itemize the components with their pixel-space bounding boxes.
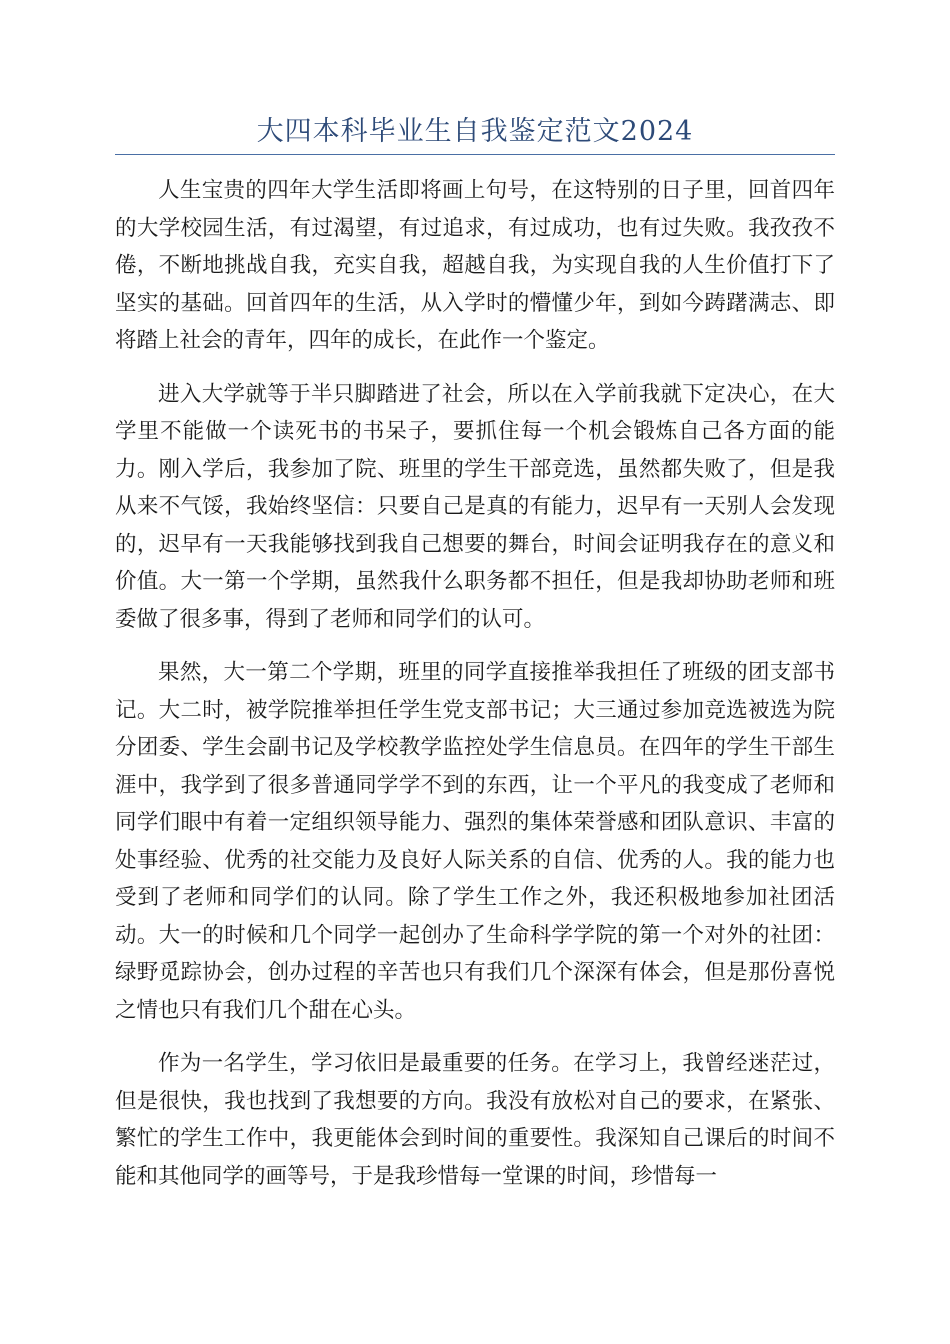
paragraph-3: 果然，大一第二个学期，班里的同学直接推举我担任了班级的团支部书记。大二时，被学院推举担任学生党支部书记；大三通过参加竞选被选为院分团委、学生会副书记及学校教学监控处学生信息员。在四年的学生干部生涯中，我学到了很多普通同学学不到的东西，让一个平凡的我变成了老师和同学们眼中有着一定组织领导能力、强烈的集体荣誉感和团队意识、丰富的处事经验、优秀的社交能力及良好人际关系的自信、优秀的人。我的能力也受到了老师和同学们的认同。除了学生工作之外，我还积极地参加社团活动。大一的时候和几个同学一起创办了生命科学学院的第一个对外的社团：绿野觅踪协会，创办过程的辛苦也只有我们几个深深有体会，但是那份喜悦之情也只有我们几个甜在心头。 [115,660,835,1023]
title-underline [115,154,835,155]
paragraph-1: 人生宝贵的四年大学生活即将画上句号，在这特别的日子里，回首四年的大学校园生活，有过渴望，有过追求，有过成功，也有过失败。我孜孜不倦，不断地挑战自我，充实自我，超越自我，为实现自我的人生价值打下了坚实的基础。回首四年的生活，从入学时的懵懂少年，到如今踌躇满志、即将踏上社会的青年，四年的成长，在此作一个鉴定。 [115,178,835,353]
document-body [115,172,835,1211]
paragraph-2: 进入大学就等于半只脚踏进了社会，所以在入学前我就下定决心，在大学里不能做一个读死书的书呆子，要抓住每一个机会锻炼自己各方面的能力。刚入学后，我参加了院、班里的学生干部竞选，虽然都失败了，但是我从来不气馁，我始终坚信：只要自己是真的有能力，迟早有一天别人会发现的，迟早有一天我能够找到我自己想要的舞台，时间会证明我存在的意义和价值。大一第一个学期，虽然我什么职务都不担任，但是我却协助老师和班委做了很多事，得到了老师和同学们的认可。 [115,381,835,632]
paragraph-4: 作为一名学生，学习依旧是最重要的任务。在学习上，我曾经迷茫过，但是很快，我也找到了我想要的方向。我没有放松对自己的要求，在紧张、繁忙的学生工作中，我更能体会到时间的重要性。我深知自己课后的时间不能和其他同学的画等号，于是我珍惜每一堂课的时间，珍惜每一 [115,1051,835,1189]
document-title: 大四本科毕业生自我鉴定范文2024 [256,116,694,147]
